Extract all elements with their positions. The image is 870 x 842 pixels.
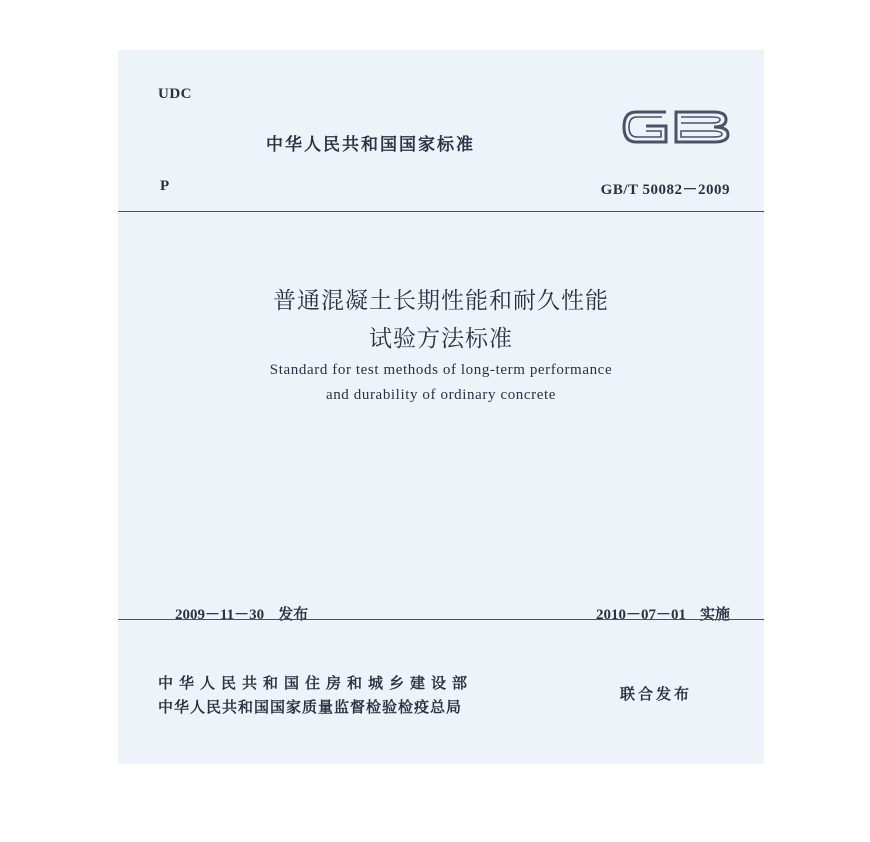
gb-logo — [618, 104, 734, 150]
national-standard-heading: 中华人民共和国国家标准 — [266, 135, 475, 155]
effective-date-block — [581, 586, 730, 641]
joint-issue-label: 联合发布 — [620, 685, 693, 703]
title-chinese-line-1: 普通混凝土长期性能和耐久性能 — [273, 288, 609, 314]
title-chinese-line-2: 试验方法标准 — [369, 326, 513, 352]
udc-label: UDC — [158, 86, 192, 102]
top-divider — [118, 211, 764, 212]
issuer-aqsiq: 中华人民共和国国家质量监督检验检疫总局 — [158, 698, 463, 716]
title-english-line-2: and durability of ordinary concrete — [325, 387, 557, 403]
bottom-divider — [118, 619, 764, 620]
title-english-line-1: Standard for test methods of long-term performance — [269, 362, 613, 378]
issuer-ministry: 中华人民共和国住房和城乡建设部 — [158, 674, 474, 692]
standard-number: GB/T 50082－2009 — [600, 182, 730, 198]
issue-label: 发布 — [278, 605, 309, 623]
effective-date: 2010－07－01 — [595, 607, 686, 623]
standard-cover — [118, 50, 764, 764]
effective-label: 实施 — [699, 605, 730, 623]
issue-date: 2009－11－30 — [175, 607, 265, 623]
issue-date-block — [160, 586, 308, 641]
category-code: P — [160, 178, 170, 194]
